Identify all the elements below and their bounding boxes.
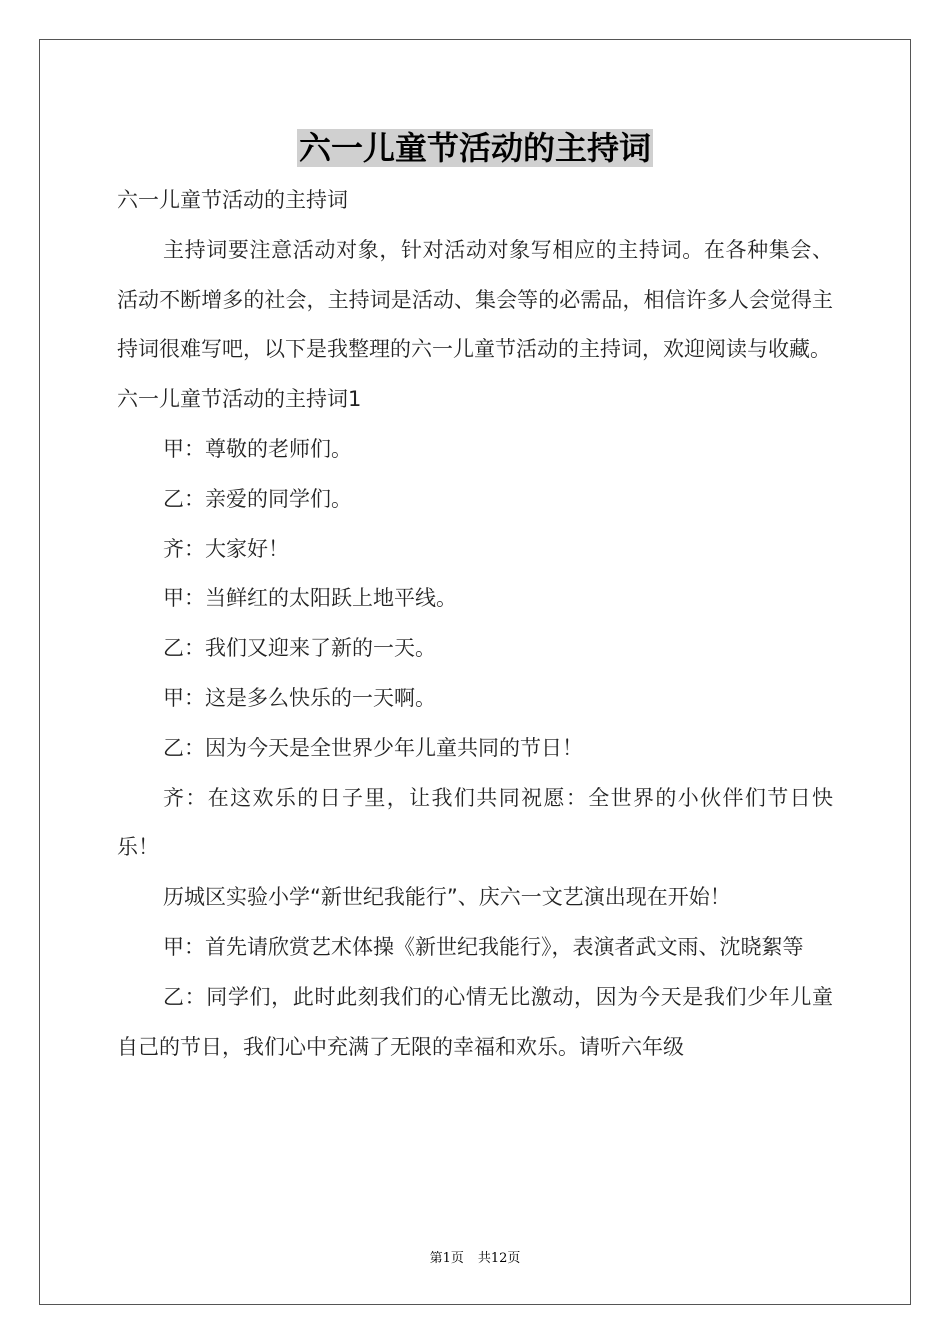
paragraph: 主持词要注意活动对象，针对活动对象写相应的主持词。在各种集会、活动不断增多的社会，主持词是活动、集会等的必需品，相信许多人会觉得主持词很难写吧，以下是我整理的六一儿童节活动的主持词，欢迎阅读与收藏。: [117, 237, 833, 362]
document-title-text: 六一儿童节活动的主持词: [298, 129, 651, 167]
document-title: [0, 124, 950, 172]
paragraph: 乙：我们又迎来了新的一天。: [163, 636, 436, 661]
paragraph: 历城区实验小学“新世纪我能行”、庆六一文艺演出现在开始！: [163, 885, 731, 910]
paragraph: 乙：因为今天是全世界少年儿童共同的节日！: [163, 735, 583, 760]
paragraph: 六一儿童节活动的主持词1: [117, 387, 362, 412]
paragraph: 齐：大家好！: [163, 536, 289, 561]
page-number: 第1页: [429, 1251, 464, 1266]
page-total: 共12页: [477, 1251, 521, 1266]
paragraph: 甲：尊敬的老师们。: [163, 436, 352, 461]
paragraph: 甲：首先请欣赏艺术体操《新世纪我能行》，表演者武文雨、沈晓絮等: [163, 934, 804, 959]
paragraph: 齐：在这欢乐的日子里，让我们共同祝愿：全世界的小伙伴们节日快乐！: [117, 785, 833, 860]
paragraph: 乙：亲爱的同学们。: [163, 486, 352, 511]
paragraph: 甲：当鲜红的太阳跃上地平线。: [163, 586, 457, 611]
paragraph: 乙：同学们，此时此刻我们的心情无比激动，因为今天是我们少年儿童自己的节日，我们心中充满了无限的幸福和欢乐。请听六年级: [117, 984, 833, 1059]
document-body: [117, 176, 833, 1072]
paragraph: 甲：这是多么快乐的一天啊。: [163, 685, 436, 710]
paragraph: 六一儿童节活动的主持词: [117, 188, 348, 212]
page-footer: [0, 1247, 950, 1266]
